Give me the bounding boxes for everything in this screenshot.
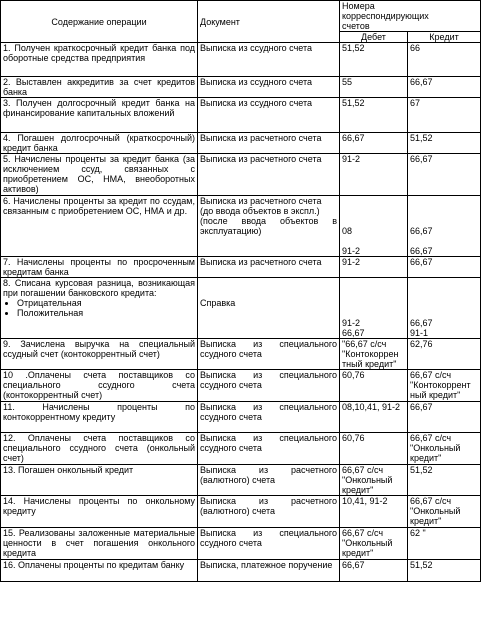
credit-cell: 51,52 [408,465,481,496]
credit-cell: 51,52 [408,133,481,154]
document-cell: Выписка, платежное поручение [198,560,340,582]
operation-cell [1,370,198,402]
header-debit: Дебет [340,32,408,43]
document-cell: Выписка из расчетного счета [198,154,340,196]
operation-text: 7. Начислены проценты по просроченным кредитам банка [3,257,195,277]
debit-cell: 60,76 [340,370,408,402]
document-cell: Выписка из расчетного (валютного) счета [198,496,340,528]
debit-cell: 91-2 66,67 [340,278,408,339]
operation-cell [1,278,198,339]
document-cell: Выписка из ссудного счета [198,98,340,133]
operation-cell [1,196,198,257]
debit-cell: 91-2 [340,257,408,278]
credit-cell: 66,67 91-1 [408,278,481,339]
operation-cell [1,43,198,77]
table-row [1,496,481,528]
operation-cell [1,154,198,196]
credit-cell: 66,67 66,67 [408,196,481,257]
credit-cell: 66,67 [408,257,481,278]
document-cell: Выписка из расчетного счета [198,133,340,154]
operation-text: 4. Погашен долгосрочный (краткосрочный) кредит банка [3,133,195,153]
table-row [1,257,481,278]
operation-text: 16. Оплачены проценты по кредитам банку [3,560,185,570]
operation-cell [1,528,198,560]
document-cell: Выписка из ссудного счета [198,43,340,77]
operation-text: 2. Выставлен аккредитив за счет кредитов банка [3,77,195,97]
table-row [1,154,481,196]
header-document: Документ [198,1,340,43]
operation-cell [1,77,198,98]
debit-cell: 51,52 [340,43,408,77]
operation-text: 15. Реализованы заложенные материальные ценности в счет погашения онкольного кредита [3,528,195,558]
debit-cell: 10,41, 91-2 [340,496,408,528]
credit-cell: 67 [408,98,481,133]
table-row [1,77,481,98]
debit-cell: 66,67 [340,560,408,582]
debit-cell: 60,76 [340,433,408,465]
table-row [1,339,481,370]
document-cell: Выписка из специального ссудного счета [198,370,340,402]
operation-cell [1,465,198,496]
document-cell: Справка [198,278,340,339]
header-operation: Содержание операции [1,1,198,43]
table-row [1,370,481,402]
credit-cell: 62 " [408,528,481,560]
operation-text: 11. Начислены проценты по контокоррентному кредиту [3,402,195,422]
header-accounts: Номера корреспондирующих счетов [340,1,481,32]
debit-cell: 66,67 [340,133,408,154]
debit-cell: "66,67 с/сч "Контокоррен тный кредит" [340,339,408,370]
debit-cell: 51,52 [340,98,408,133]
credit-cell: 62,76 [408,339,481,370]
table-row [1,43,481,77]
header-credit: Кредит [408,32,481,43]
table-row [1,196,481,257]
debit-cell: 91-2 [340,154,408,196]
operation-text: 1. Получен краткосрочный кредит банка под оборотные средства предприятия [3,43,195,63]
document-cell: Выписка из специального ссудного счета [198,528,340,560]
document-cell: Выписка из расчетного счета (до ввода объектов в экспл.) (после ввода объектов в эксплуатацию) [198,196,340,257]
document-cell: Выписка из специального ссудного счета [198,433,340,465]
operation-text: 10 .Оплачены счета поставщиков со специального ссудного счета (контокоррентный счет) [3,370,195,400]
table-row [1,278,481,339]
document-cell: Выписка из ссудного счета [198,77,340,98]
credit-cell: 66 [408,43,481,77]
table-row [1,465,481,496]
credit-cell: 66,67 с/сч "Онкольный кредит" [408,433,481,465]
operation-text: 13. Погашен онкольный кредит [3,465,134,475]
operation-sublist [3,298,195,318]
document-cell: Выписка из расчетного счета [198,257,340,278]
debit-cell: 08 91-2 [340,196,408,257]
debit-cell: 08,10,41, 91-2 [340,402,408,433]
operation-cell [1,98,198,133]
credit-cell: 66,67 [408,402,481,433]
credit-cell: 66,67 [408,77,481,98]
operation-cell [1,433,198,465]
credit-cell: 66,67 с/сч "Контокоррент ный кредит" [408,370,481,402]
operation-text: 14. Начислены проценты по онкольному кредиту [3,496,195,516]
operation-text: 6. Начислены проценты за кредит по ссудам, связанным с приобретением ОС, НМА и др. [3,196,195,216]
operation-subitem: • Отрицательная [17,298,195,308]
operation-cell [1,257,198,278]
operation-cell [1,339,198,370]
table-row [1,98,481,133]
debit-cell: 55 [340,77,408,98]
document-cell: Выписка из специального ссудного счета [198,339,340,370]
operation-text: 5. Начислены проценты за кредит банка (за исключением ссуд, связанных с приобретением ОС, НМА, внеоборотных активов) [3,154,195,194]
operation-text: 9. Зачислена выручка на специальный ссудный счет (контокоррентный счет) [3,339,195,359]
table-row [1,133,481,154]
credit-cell: 66,67 [408,154,481,196]
table-row [1,402,481,433]
operation-text: 3. Получен долгосрочный кредит банка на финансирование капитальных вложений [3,98,195,118]
document-cell: Выписка из расчетного (валютного) счета [198,465,340,496]
table-row [1,528,481,560]
operation-cell [1,560,198,582]
operation-cell [1,133,198,154]
table-row [1,433,481,465]
table-row [1,560,481,582]
table-body [1,43,481,582]
debit-cell: 66,67 с/сч "Онкольный кредит" [340,528,408,560]
debit-cell: 66,67 с/сч "Онкольный кредит" [340,465,408,496]
document-cell: Выписка из специального ссудного счета [198,402,340,433]
operation-text: 12. Оплачены счета поставщиков со специального ссудного счета (онкольный счет) [3,433,195,463]
credit-cell: 66,67 с/сч "Онкольный кредит" [408,496,481,528]
operation-cell [1,496,198,528]
operation-subitem: • Положительная [17,308,195,318]
credit-cell: 51,52 [408,560,481,582]
operation-cell [1,402,198,433]
operation-text: 8. Списана курсовая разница, возникающая при погашении банковского кредита: [3,278,195,298]
